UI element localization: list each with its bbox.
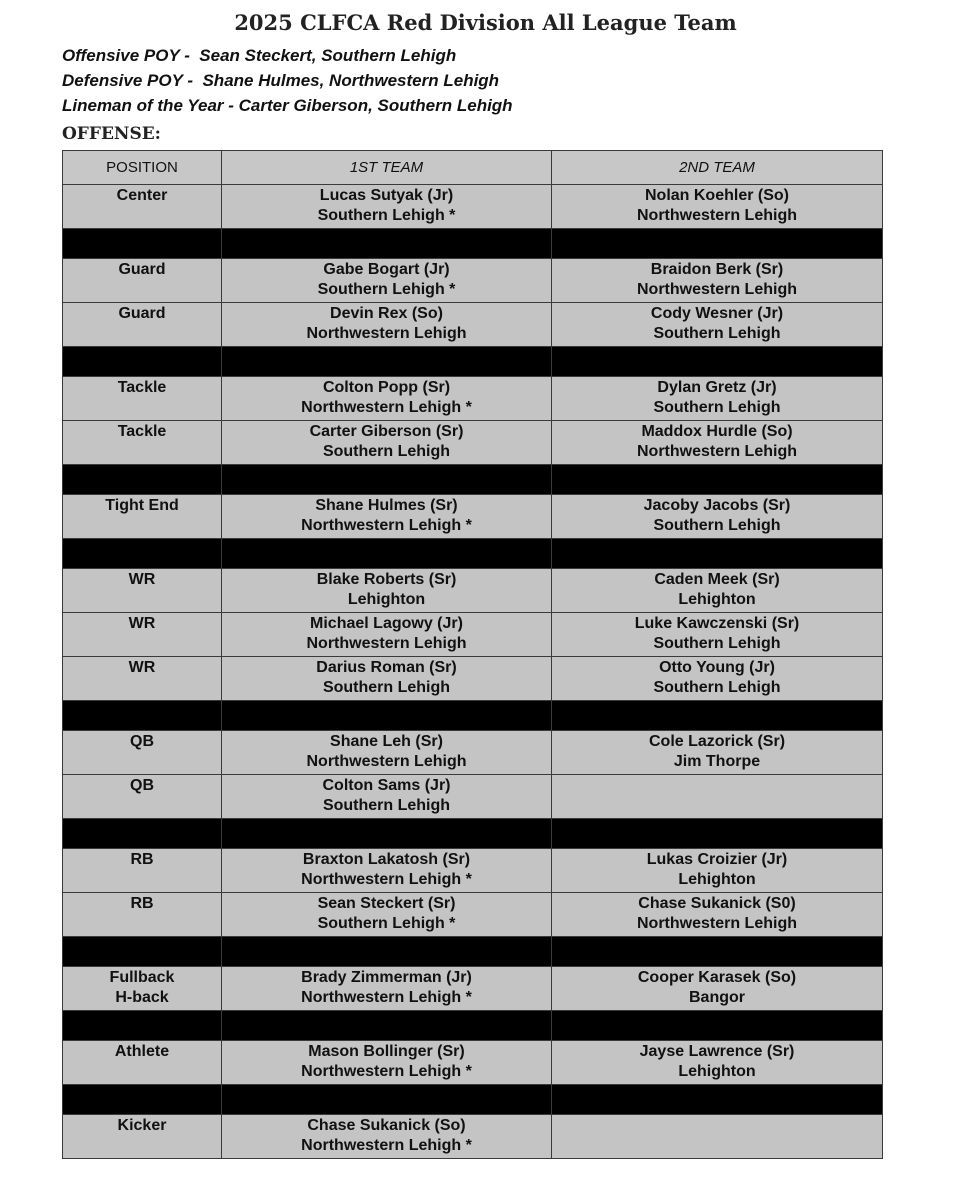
- second-team-cell: [552, 495, 883, 539]
- divider-row: [63, 347, 883, 377]
- position-label: Fullback: [109, 969, 175, 986]
- school-name: Northwestern Lehigh *: [301, 989, 472, 1006]
- position-cell: [63, 259, 222, 303]
- first-team-cell: [222, 967, 552, 1011]
- school-name: Southern Lehigh *: [317, 915, 456, 932]
- player-name: Colton Popp (Sr): [322, 379, 451, 396]
- position-label: Kicker: [117, 1117, 167, 1134]
- table-row: [63, 1115, 883, 1159]
- position-cell: [63, 303, 222, 347]
- table-row: [63, 303, 883, 347]
- second-team-cell: [552, 421, 883, 465]
- table-row: [63, 657, 883, 701]
- table-row: [63, 893, 883, 937]
- award-offensive-poy: Offensive POY - Sean Steckert, Southern Lehigh: [62, 46, 457, 65]
- position-label: Tackle: [117, 423, 167, 440]
- divider-cell: [552, 1011, 883, 1041]
- player-name: Chase Sukanick (S0): [638, 895, 796, 912]
- school-name: Northwestern Lehigh *: [301, 1063, 472, 1080]
- divider-cell: [63, 465, 222, 495]
- second-team-cell: [552, 893, 883, 937]
- second-team-cell: [552, 1115, 883, 1159]
- divider-cell: [552, 465, 883, 495]
- position-cell: [63, 613, 222, 657]
- second-team-cell: [552, 613, 883, 657]
- divider-cell: [63, 1085, 222, 1115]
- first-team-cell: [222, 377, 552, 421]
- position-cell: [63, 775, 222, 819]
- first-team-cell: [222, 421, 552, 465]
- school-name: Lehighton: [678, 1063, 756, 1080]
- player-name: Sean Steckert (Sr): [317, 895, 456, 912]
- table-row: [63, 421, 883, 465]
- divider-cell: [63, 937, 222, 967]
- second-team-cell: [552, 849, 883, 893]
- school-name: Northwestern Lehigh *: [301, 871, 472, 888]
- player-name: Blake Roberts (Sr): [316, 571, 457, 588]
- first-team-cell: [222, 259, 552, 303]
- divider-cell: [222, 701, 552, 731]
- school-name: Northwestern Lehigh: [636, 915, 797, 932]
- first-team-cell: [222, 185, 552, 229]
- position-cell: [63, 185, 222, 229]
- page-title: 2025 CLFCA Red Division All League Team: [234, 10, 737, 35]
- first-team-cell: [222, 849, 552, 893]
- table-row: [63, 259, 883, 303]
- player-name: Gabe Bogart (Jr): [323, 261, 450, 278]
- player-name: Maddox Hurdle (So): [641, 423, 793, 440]
- position-label: RB: [130, 895, 154, 912]
- table-row: [63, 495, 883, 539]
- position-label: WR: [128, 571, 156, 588]
- player-name: Shane Leh (Sr): [330, 733, 443, 750]
- player-name: Chase Sukanick (So): [307, 1117, 466, 1134]
- divider-row: [63, 1085, 883, 1115]
- school-name: Southern Lehigh: [322, 679, 451, 696]
- first-team-cell: [222, 731, 552, 775]
- second-team-cell: [552, 731, 883, 775]
- divider-row: [63, 819, 883, 849]
- divider-row: [63, 539, 883, 569]
- second-team-cell: [552, 185, 883, 229]
- offense-roster-table: [62, 150, 883, 1159]
- position-label: RB: [130, 851, 154, 868]
- player-name: Braidon Berk (Sr): [650, 261, 784, 278]
- position-cell: [63, 657, 222, 701]
- second-team-cell: [552, 775, 883, 819]
- position-label: Tight End: [105, 497, 179, 514]
- position-cell: [63, 495, 222, 539]
- divider-cell: [552, 701, 883, 731]
- position-cell: [63, 377, 222, 421]
- position-label: Athlete: [114, 1043, 170, 1060]
- first-team-cell: [222, 775, 552, 819]
- school-name: Southern Lehigh *: [317, 207, 456, 224]
- school-name: Northwestern Lehigh: [636, 443, 797, 460]
- second-team-cell: [552, 657, 883, 701]
- school-name: Southern Lehigh: [322, 797, 451, 814]
- divider-cell: [552, 229, 883, 259]
- divider-cell: [552, 539, 883, 569]
- position-cell: [63, 967, 222, 1011]
- table-row: [63, 849, 883, 893]
- school-name: Southern Lehigh: [653, 325, 781, 342]
- divider-cell: [222, 229, 552, 259]
- divider-cell: [63, 229, 222, 259]
- first-team-cell: [222, 657, 552, 701]
- position-cell: [63, 421, 222, 465]
- school-name: Southern Lehigh: [322, 443, 451, 460]
- header-second-team: 2ND TEAM: [552, 151, 883, 185]
- school-name: Lehighton: [347, 591, 426, 608]
- player-name: Brady Zimmerman (Jr): [301, 969, 472, 986]
- position-label: QB: [130, 733, 154, 750]
- divider-cell: [222, 1011, 552, 1041]
- player-name: Caden Meek (Sr): [654, 571, 780, 588]
- position-cell: [63, 849, 222, 893]
- player-name: Otto Young (Jr): [659, 659, 775, 676]
- position-cell: [63, 731, 222, 775]
- school-name: Northwestern Lehigh *: [301, 399, 472, 416]
- first-team-cell: [222, 569, 552, 613]
- position-label: WR: [128, 659, 156, 676]
- player-name: Michael Lagowy (Jr): [310, 615, 463, 632]
- divider-cell: [222, 347, 552, 377]
- position-cell: [63, 1041, 222, 1085]
- school-name: Southern Lehigh: [653, 399, 781, 416]
- divider-row: [63, 937, 883, 967]
- divider-cell: [63, 701, 222, 731]
- divider-cell: [222, 1085, 552, 1115]
- player-name: Cody Wesner (Jr): [650, 305, 784, 322]
- position-label: H-back: [115, 989, 169, 1006]
- player-name: Jayse Lawrence (Sr): [639, 1043, 795, 1060]
- first-team-cell: [222, 1041, 552, 1085]
- player-name: Cooper Karasek (So): [637, 969, 797, 986]
- divider-cell: [63, 347, 222, 377]
- award-defensive-poy: Defensive POY - Shane Hulmes, Northwestern Lehigh: [62, 71, 500, 90]
- player-name: Dylan Gretz (Jr): [657, 379, 777, 396]
- table-row: [63, 775, 883, 819]
- table-row: [63, 613, 883, 657]
- player-name: Devin Rex (So): [330, 305, 443, 322]
- school-name: Southern Lehigh: [653, 517, 781, 534]
- table-body: [63, 185, 883, 1159]
- position-cell: [63, 1115, 222, 1159]
- divider-row: [63, 229, 883, 259]
- player-name: Nolan Koehler (So): [644, 187, 789, 204]
- second-team-cell: [552, 569, 883, 613]
- divider-row: [63, 701, 883, 731]
- divider-cell: [63, 539, 222, 569]
- school-name: Northwestern Lehigh: [636, 207, 797, 224]
- divider-cell: [552, 1085, 883, 1115]
- table-row: [63, 1041, 883, 1085]
- player-name: Lukas Croizier (Jr): [646, 851, 788, 868]
- player-name: Mason Bollinger (Sr): [308, 1043, 465, 1060]
- school-name: Lehighton: [678, 591, 756, 608]
- school-name: Northwestern Lehigh: [636, 281, 797, 298]
- divider-cell: [552, 937, 883, 967]
- divider-row: [63, 1011, 883, 1041]
- school-name: Northwestern Lehigh: [306, 753, 467, 770]
- player-name: Braxton Lakatosh (Sr): [302, 851, 471, 868]
- table-row: [63, 967, 883, 1011]
- table-row: [63, 731, 883, 775]
- player-name: Shane Hulmes (Sr): [315, 497, 458, 514]
- school-name: Jim Thorpe: [673, 753, 761, 770]
- school-name: Northwestern Lehigh: [306, 635, 467, 652]
- table-row: [63, 377, 883, 421]
- divider-cell: [222, 539, 552, 569]
- second-team-cell: [552, 259, 883, 303]
- divider-cell: [63, 1011, 222, 1041]
- position-label: Center: [116, 187, 168, 204]
- divider-cell: [552, 819, 883, 849]
- player-name: Jacoby Jacobs (Sr): [643, 497, 791, 514]
- school-name: Bangor: [689, 989, 745, 1006]
- position-label: Tackle: [117, 379, 167, 396]
- first-team-cell: [222, 1115, 552, 1159]
- position-label: WR: [128, 615, 156, 632]
- divider-cell: [222, 465, 552, 495]
- position-cell: [63, 893, 222, 937]
- position-label: QB: [130, 777, 154, 794]
- position-label: Guard: [118, 261, 166, 278]
- second-team-cell: [552, 967, 883, 1011]
- header-first-team: 1ST TEAM: [222, 151, 552, 185]
- first-team-cell: [222, 613, 552, 657]
- first-team-cell: [222, 893, 552, 937]
- first-team-cell: [222, 303, 552, 347]
- school-name: Southern Lehigh: [653, 679, 781, 696]
- second-team-cell: [552, 377, 883, 421]
- second-team-cell: [552, 1041, 883, 1085]
- header-position: POSITION: [63, 151, 222, 185]
- school-name: Southern Lehigh *: [317, 281, 456, 298]
- position-cell: [63, 569, 222, 613]
- second-team-cell: [552, 303, 883, 347]
- divider-cell: [222, 937, 552, 967]
- school-name: Lehighton: [678, 871, 756, 888]
- player-name: Carter Giberson (Sr): [309, 423, 464, 440]
- player-name: Colton Sams (Jr): [322, 777, 451, 794]
- section-label: OFFENSE:: [62, 124, 161, 144]
- divider-cell: [552, 347, 883, 377]
- player-name: Luke Kawczenski (Sr): [634, 615, 800, 632]
- school-name: Southern Lehigh: [653, 635, 781, 652]
- player-name: Cole Lazorick (Sr): [648, 733, 786, 750]
- table-row: [63, 185, 883, 229]
- divider-cell: [222, 819, 552, 849]
- player-name: Lucas Sutyak (Jr): [319, 187, 454, 204]
- school-name: Northwestern Lehigh *: [301, 517, 472, 534]
- first-team-cell: [222, 495, 552, 539]
- player-name: Darius Roman (Sr): [316, 659, 457, 676]
- divider-cell: [63, 819, 222, 849]
- position-label: Guard: [118, 305, 166, 322]
- table-row: [63, 569, 883, 613]
- divider-row: [63, 465, 883, 495]
- table-header-row: [63, 151, 883, 185]
- school-name: Northwestern Lehigh *: [301, 1137, 472, 1154]
- award-lineman-of-year: Lineman of the Year - Carter Giberson, Southern Lehigh: [62, 96, 513, 115]
- school-name: Northwestern Lehigh: [306, 325, 467, 342]
